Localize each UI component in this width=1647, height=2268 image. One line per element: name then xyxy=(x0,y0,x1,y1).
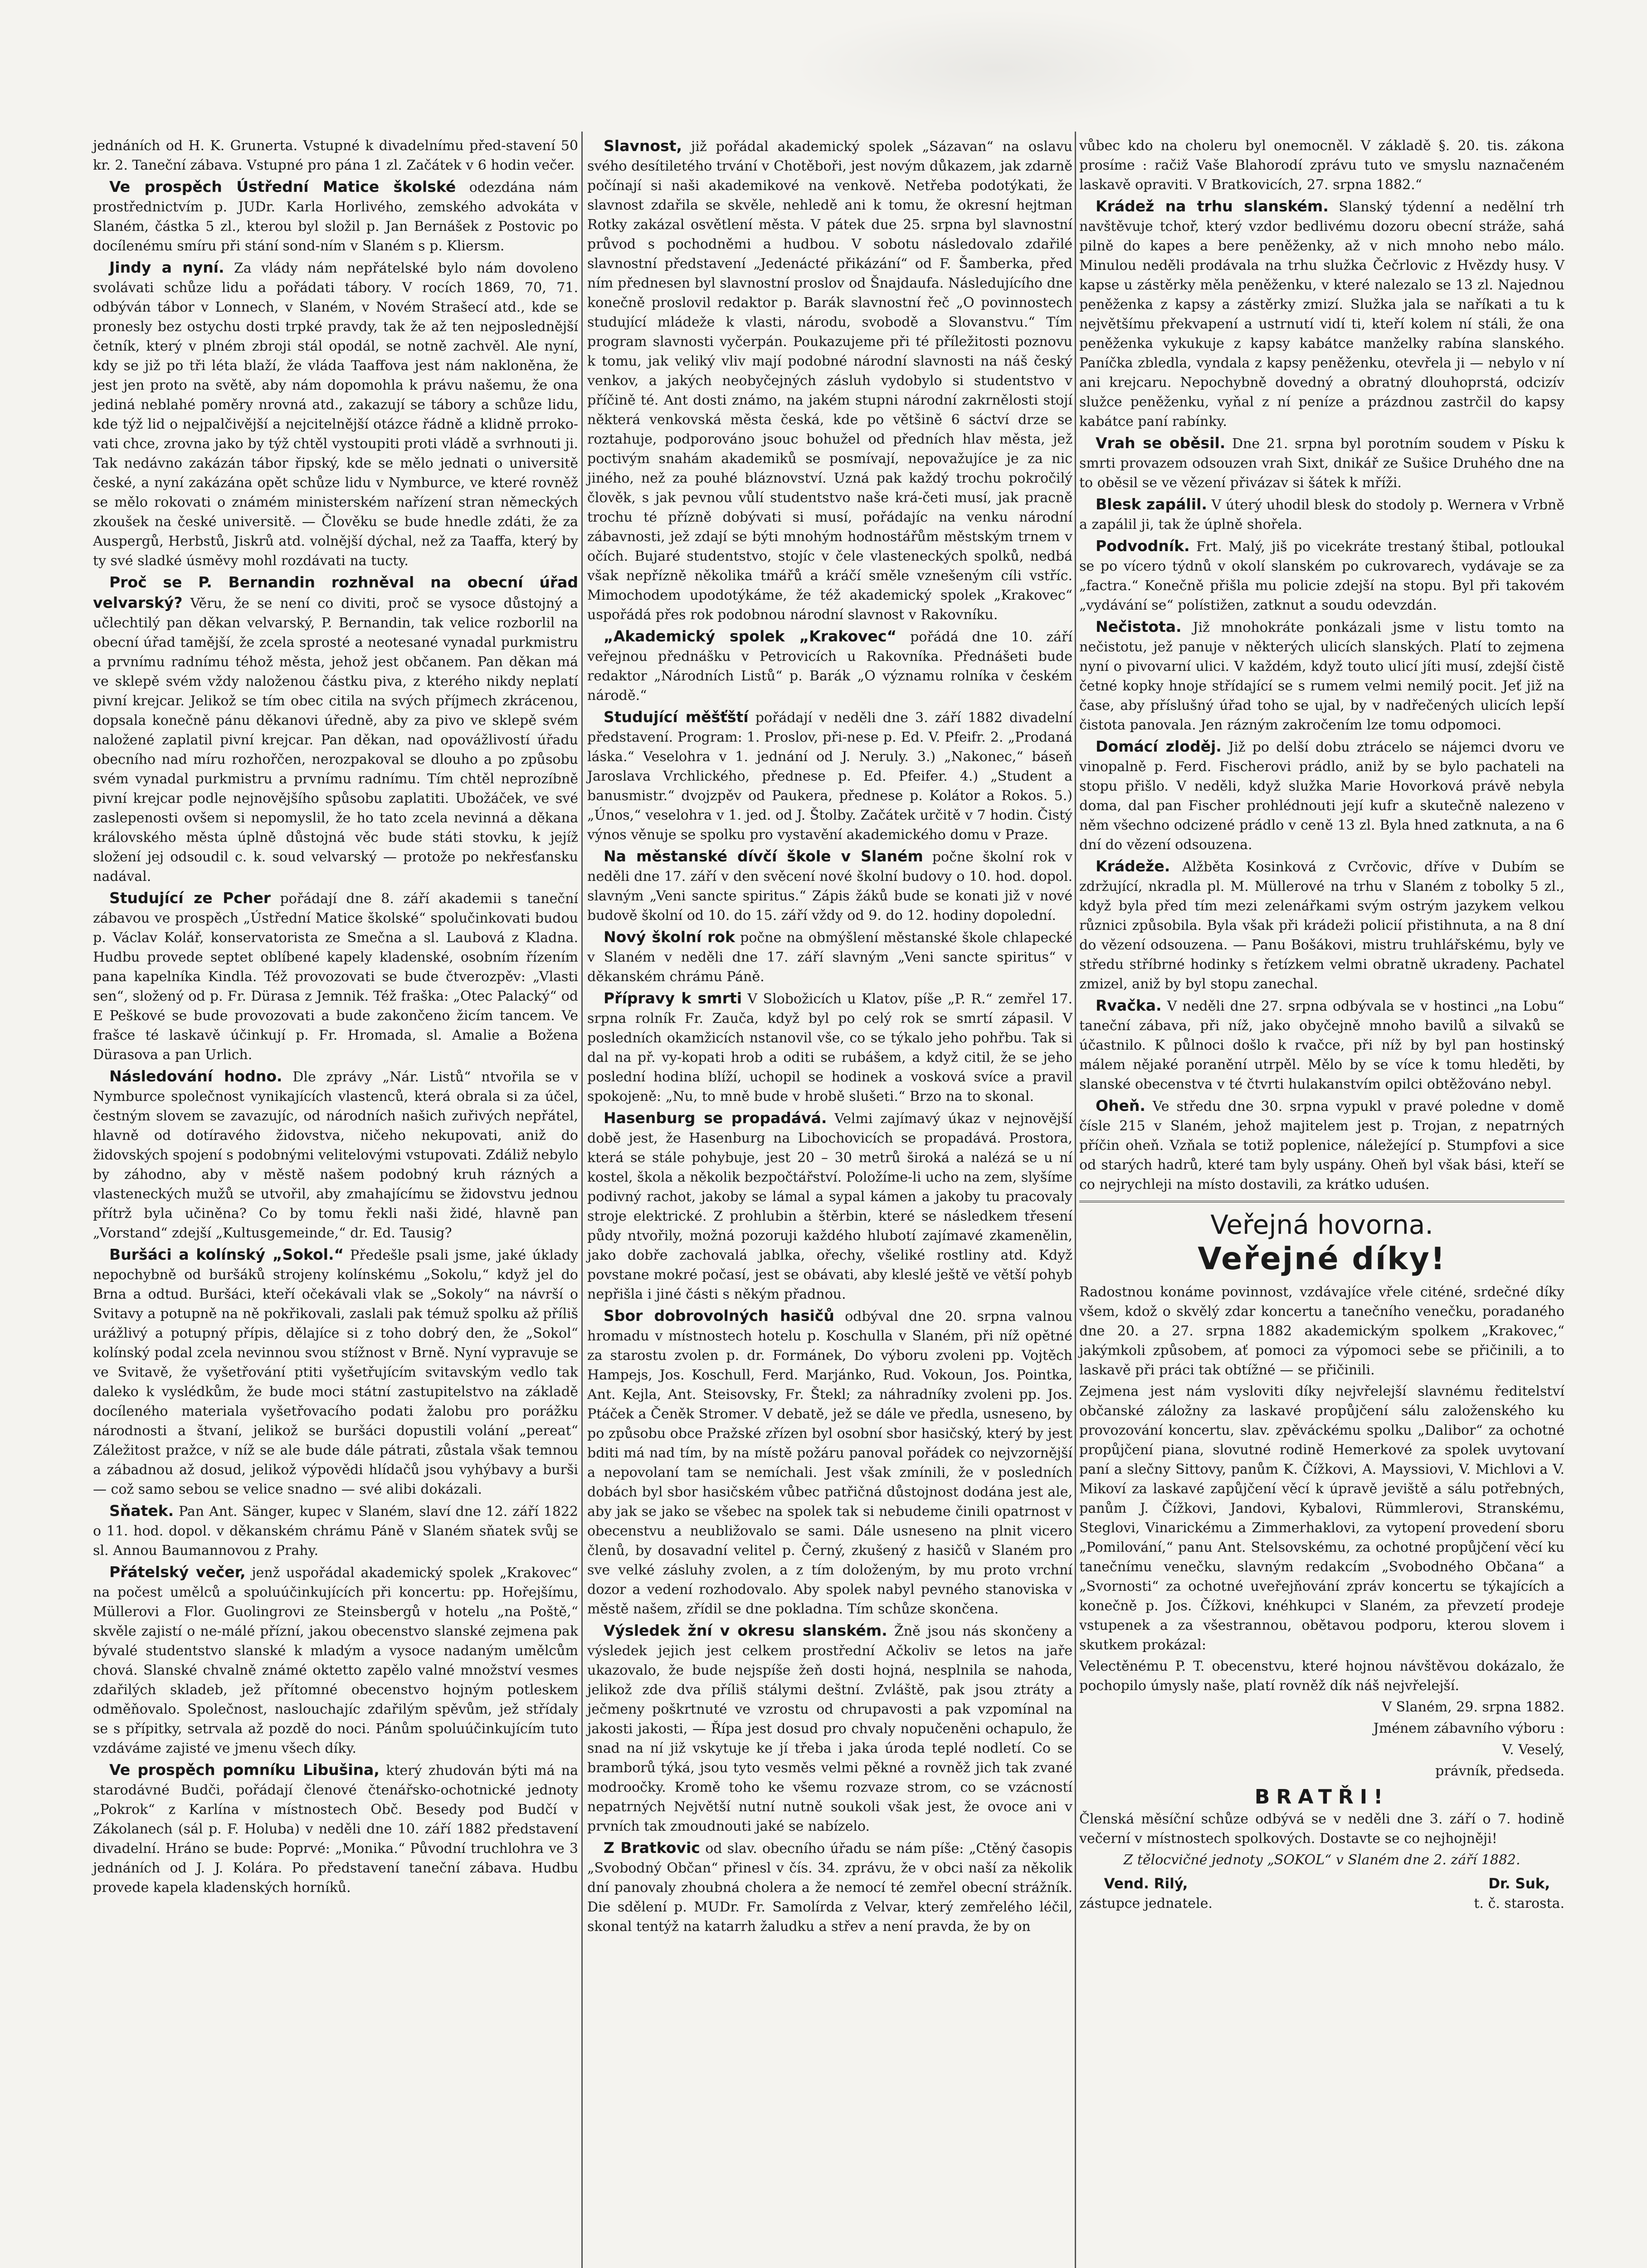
signature-line: V. Veselý, xyxy=(1502,1742,1564,1758)
article-text: Zejmena jest nám vysloviti díky nejvřelejší slavnému ředitelství občanské záložny za laskavé propůjčení sálu založenského ku provozování koncertu, slav. zpěváckému spolku „Dalibor“ za ochotné propůjčení piana, slovutné rodině Hemerkové za spolek uvytovaní paní a slečny Sittovy, panům K. Čížkovi, A. Mayssiovi, V. Michlovi a V. Mikoví za laskavé zapůjčení věcí k úpravě jeviště a sálu potřebných, panům J. Čížkovi, Jandovi, Kybalovi, Rümmlerovi, Stranskému, Steglovi, Vinarickému a Zimmerhaklovi, za vytopení provedení sboru „Pomilování,“ panu Ant. Stelsovskému, za ochotné propůjčení věcí ku tanečnímu venečku, slavným redakcím „Svobodného Občana“ a „Svornosti“ za ochotné uveřejňování zpráv koncertu se týkajících a konečně p. Jos. Čížkovi, knéhkupci v Slaném, za převzetí prodeje vstupenek a za všestrannou, obětavou podporu, kterou slovem i skutkem prokázal: xyxy=(1079,1383,1564,1653)
article-text: Slanský týdenní a nedělní trh navštěvuje tchoř, který vzdor bedlivému dozoru obecní stráže, sahá pilně do kapes a bere peněženky, až v nich mnoho nebo málo. Minulou neděli prodávala na trhu služka Čečrlovic z Hvězdy husy. V kapse u zástěrky měla peněženku, v které nalezalo se 13 zl. Najednou peněženka z kapsy a zástěrky zmizí. Služka jala se naříkati a tu k největšímu překvapení a ustrnutí vidí ti, kteří kolem ní stáli, že ona peněženka vykukuje z kapsy kabátce manželky rabína slanského. Paníčka zbledla, vyndala z kapsy peněženku, otevřela ji — nebylo v ní ani krejcaru. Nepochybně dovedný a obratný dlouhoprstá, odcizív služce peněženku, vyňal z ní peníze a prázdnou zastrčil do kapsy kabátce paní rabínky. xyxy=(1079,199,1564,430)
article-paragraph xyxy=(587,1108,1072,1304)
article-paragraph xyxy=(587,988,1072,1106)
article-text: vůbec kdo na choleru byl onemocněl. V základě §. 20. tis. zákona prosíme : račiž Vaše Blahorodí zprávu tuto ve smyslu naznačeném laskavě opraviti. V Bratkovicích, 27. srpna 1882.“ xyxy=(1079,138,1564,193)
article-paragraph xyxy=(587,846,1072,925)
article-heading: Domácí zloděj. xyxy=(1096,738,1222,755)
signature-line: V Slaném, 29. srpna 1882. xyxy=(1382,1699,1564,1715)
article-paragraph xyxy=(587,927,1072,987)
article-text: počne na obmýšlení městanské škole chlapecké v Slaném v neděli dne 17. září slavným „Veni sancte spiritus“ v děkanském chrámu Páně. xyxy=(587,930,1072,985)
article-text: Členská měsíční schůze odbývá se v neděli dne 3. září o 7. hodině večerní v místnostech spolkových. Dostavte se co nejhojněji! xyxy=(1079,1811,1564,1847)
article-text: Předešle psali jsme, jaké úklady nepochybně od buršáků strojeny kolínskému „Sokolu,“ když jel do Brna a odtud. Buršáci, kteří očekávali vlak se „Sokoly“ na návrší o Svitavy a potupně na ně pokřikovali, zaslali pak témuž spolku až příliš urážlivý a potupný přípis, dělajíce si z toho dobrý den, že „Sokol“ kolínský podal zcela nevinnou svou stížnost v Brně. Nyní vypravuje se ve Svitavě, že vyšetřování ptiti vyšetřujícím svitavským vedlo tak daleko k vyslédkům, že bude moci státní zastupitelstvo na základě docíleného materiala vyšetřovacího podati žalobu pro porážku národnosti a štvaní, jelikož se buršáci dopustili volání „pereat“ Záležitost pražce, v níž se ale bude dále pátrati, zůstala však temnou a zábadnou až dosud, jelikož výpovědi hlídačů jsou vyhýbavy a burši — což samo sebou se velice snadno — své alibi dokázali. xyxy=(93,1247,578,1497)
article-paragraph xyxy=(1079,433,1564,493)
article-text: Již mnohokráte ponkázali jsme v listu tomto na nečistotu, jež panuje v některých ulicích slanských. Platí to zejmena nyní o pivovarní ulici. V každém, když touto ulicí jíti musí, zdejší čistě četné kopky hnoje střídající se s rumem velmi nemilý pocit. Jeť již na čase, aby příslušný úřad toho se ujal, by v nadřečených ulicích lepší čistota panovala. Jen rázným zakročením lze tomu odpomoci. xyxy=(1079,620,1564,733)
article-heading: Na městanské dívčí škole v Slaném xyxy=(604,847,923,865)
article-paragraph xyxy=(93,1245,578,1499)
column-right xyxy=(1079,136,1564,1913)
signer-name: Dr. Suk, xyxy=(1488,1876,1550,1892)
article-heading: Podvodník. xyxy=(1096,537,1190,555)
article-paragraph xyxy=(1079,1096,1564,1194)
article-heading: Ve prospěch pomníku Libušina, xyxy=(109,1761,380,1779)
article-heading: Rvačka. xyxy=(1096,997,1162,1014)
article-heading: Slavnost, xyxy=(604,137,682,155)
article-paragraph xyxy=(587,136,1072,625)
article-paragraph xyxy=(1079,617,1564,735)
article-text: Ve středu dne 30. srpna vypukl v pravé poledne v domě čísle 215 v Slaném, jehož majitelem jest p. Trojan, z nepatrných příčin oheň. Vzňala se totiž poplenice, náležející p. Stumpfovi a sice od starých hadrů, které tam byly uspány. Oheň byl však bási, kteří se co nejrychleji na místo dostavili, za krátko uduśen. xyxy=(1079,1099,1564,1193)
article-paragraph xyxy=(93,1501,578,1560)
article-heading: Přípravy k smrti xyxy=(604,989,742,1007)
article-heading: Krádež na trhu slanském. xyxy=(1096,197,1329,215)
article-heading: Studující ze Pcher xyxy=(109,889,271,907)
article-paragraph xyxy=(1079,196,1564,431)
signer xyxy=(1079,1874,1213,1913)
signer xyxy=(1474,1874,1564,1913)
article-text: V úterý uhodil blesk do stodoly p. Wernera v Vrbně a zapálil ji, tak že úplně shořela. xyxy=(1079,497,1564,533)
column-rule xyxy=(581,132,583,2268)
article-text: jednáních od H. K. Grunerta. Vstupné k divadelnímu před-stavení 50 kr. 2. Taneční zábava. Vstupné pro pána 1 zl. Začátek v 6 hodin večer. xyxy=(93,138,578,173)
article-paragraph xyxy=(93,177,578,256)
article-text: počne školní rok v neděli dne 17. září v den svěcení nové školní budovy o 10. hod. dopol. slavným „Veni sancte spiritus.“ Zápis žáků bude se konati již v nové budově školní od 10. do 15. září vždy od 9. do 12. hodiny dopolední. xyxy=(587,849,1072,924)
article-heading: Buršáci a kolínský „Sokol.“ xyxy=(109,1246,344,1263)
article-heading: Vrah se oběsil. xyxy=(1096,434,1226,452)
article-heading: Studující měšťští xyxy=(604,708,749,726)
article-heading: Blesk zapálil. xyxy=(1096,495,1207,513)
article-text: Již po delší dobu ztrácelo se nájemci dvoru ve vinopalně p. Ferd. Fischerovi prádlo, aniž by se bylo pachateli na stopu přišlo. V neděli, když služka Marie Hovorková právě nebyla doma, dal pan Fischer prohlédnouti její kufr a skutečně nalezeno v něm všechno odcizené prádlo v ceně 13 zl. Byla hned zatknuta, a na 6 dní do vězení odsouzena. xyxy=(1079,739,1564,853)
signer-role: t. č. starosta. xyxy=(1474,1896,1564,1911)
article-text: již pořádal akademický spolek „Sázavan“ na oslavu svého desítiletého trvání v Chotěboři, jest novým důkazem, jak zdarně počínají si naši akademikové na venkově. Netřeba podotýkati, že slavnost zdařila se skvěle, nehledě ani k tomu, že okresní hejtman Rotky zakázal osvětlení města. V pátek due 25. srpna byl slavnostní průvod s pochodněmi a hudbou. V sobotu následovalo zdařilé slavnostní představení „Jedenácté přikázání“ od F. Šamberka, před ním přednesen byl slavnostní proslov od Šnajdaufa. Následujícího dne konečně proslovil redaktor p. Barák slavnostní řeč „O povinnostech studující mládeže k vlasti, národu, svobodě a Slovanstvu.“ Tím program slavnosti vyčerpán. Poukazujeme při té příležitosti poznovu k tomu, jak veliký vliv mají podobné národní slavnosti na náš český venkov, a jakých neobyčejných zásluh vydobylo si studentstvo v příčině té. Ant dosti známo, na jakém stupni národní zakrnělosti stojí některá venkovská města česká, kde po většině 6 sáctví drze se roztahuje, podporováno jsouc bohužel od předních hlav města, jež poctivým snahám akademiků se posmívají, nepovažujíce je za nic jiného, než za pouhé bláznovství. Uzná pak každý trochu pokročilý člověk, s jak pevnou vůlí studentstvo naše krá-četi musí, jak pracně trochu té přízně dobývati si musí, pořádajíc na venku národní zábavnosti, jež zdají se býti mnohým hodnostářům městským trnem v očích. Bujaré studentstvo, stojíc v čele vlasteneckých spolků, nedbá však nepřízně několika tmářů a kráčí směle vznešeným cíli vstříc. Mimochodem upodotýkáme, že též akademický spolek „Krakovec“ uspořádá přes rok podobnou národní slavnost v Rakovníku. xyxy=(587,139,1072,623)
article-heading: Ve prospěch Ústřední Matice školské xyxy=(109,178,456,196)
article-paragraph xyxy=(587,626,1072,705)
article-paragraph xyxy=(93,888,578,1065)
article-text: Frt. Malý, jiš po vicekráte trestaný štibal, potloukal se po vícero týdnů v okolí slanském po cukrovarech, vydávaje se za „factra.“ Konečně přišla mu policie zdejší na stopu. Byl při takovém „vydávání se“ polístižen, zatknut a soudu odevzdán. xyxy=(1079,539,1564,613)
column-left xyxy=(93,136,578,1899)
notice-signature-line: Z tělocvičné jednoty „SOKOL“ v Slaném dne 2. září 1882. xyxy=(1123,1852,1520,1868)
notice-heading: BRATŘI! xyxy=(1254,1785,1389,1809)
signers-row xyxy=(1079,1874,1564,1913)
article-text: který zhudován býti má na starodávné Budči, pořádají členové čtenářsko-ochotnické jednoty „Pokrok“ z Karlína v místnostech Obč. Besedy pod Budčí v Zákolanech (sál p. F. Holuba) v neděli dne 10. září 1882 představení divadelní. Hráno se bude: Poprvé: „Monika.“ Původní truchlohra ve 3 jednáních od J. J. Kolára. Po představení taneční zábava. Hudbu provede kapela kladenských horníků. xyxy=(93,1763,578,1896)
article-text: odbýval dne 20. srpna valnou hromadu v místnostech hotelu p. Koschulla v Slaném, při níž opětné za starostu zvolen p. dr. Formánek, Do výboru zvoleni pp. Vojtěch Hampejs, Jos. Koschull, Ferd. Marjánko, Rud. Vokoun, Jos. Pointka, Ant. Kejla, Ant. Steisovsky, Fr. Štekl; za náhradníky zvoleni pp. Jos. Ptáček a Čeněk Stromer. V debatě, jež se dále ve předla, usneseno, by po způsobu obce Pražské zřízen byl osobní sbor hasičský, který by jest bditi má nad tím, by na místě požáru panoval pořádek co nejvzornější a nepovolaní tam se nemíchali. Jest však zmínili, že v posledních dobách byl sbor hasičském vůbec patřičná důstojnost dodána jest ale, aby jak se jako se všebec na spolek tak si nebudeme činili opatrnost v obecenstvu a neubližovalo se sami. Dále usneseno na plnit vicero členů, by dosavadní velitel p. Černý, zkušený z hasičů v Slaném pro sve velké zásluhy zvolen, a z tím doloženým, by mu proto vrchní dozor a vedení rozhodovalo. Aby spolek nabyl pevného stanoviska v městě našem, zřídil se dne pokladna. Tím schůze skončena. xyxy=(587,1309,1073,1617)
signature-line: právník, předseda. xyxy=(1435,1763,1564,1779)
article-heading: Oheň. xyxy=(1096,1097,1145,1114)
article-heading: Krádeže. xyxy=(1096,857,1170,875)
article-heading: Hasenburg se propadává. xyxy=(604,1109,827,1127)
signature-line: Jménem zábavního výboru : xyxy=(1373,1721,1564,1736)
column-middle xyxy=(587,136,1072,1938)
article-text: V Slobožicích u Klatov, píše „P. R.“ zemřel 17. srpna rolník Fr. Zauča, když byl po celý rok se smrtí zápasil. V posledních okamžicích nstanovil vše, co se týkalo jeho pohřbu. Tak si dal na př. vy-kopati hrob a oditi se rubášem, a když citil, že se jeho poslední hodina blíží, uchopil se hodinek a vosková svíce a pravil spokojeně: „Nu, to mně bude v hrobě slušeti.“ Brzo na to skonal. xyxy=(587,991,1072,1105)
article-paragraph xyxy=(1079,856,1564,994)
article-text: Pan Ant. Sänger, kupec v Slaném, slaví dne 12. září 1822 o 11. hod. dopol. v děkanském chrámu Páně v Slaném sňatek svůj se sl. Annou Baumannovou z Prahy. xyxy=(93,1504,578,1559)
article-paragraph xyxy=(1079,136,1564,195)
article-paragraph xyxy=(587,1306,1072,1619)
article-heading: Jindy a nyní. xyxy=(109,259,224,276)
article-text: od slav. obecního úřadu se nám píše: „Ctěný časopis „Svobodný Občan“ přinesl v čís. 34. zprávu, že v obci naší za několik dní panovaly zhoubná cholera a že nemocí té zemřel obecní strážník. Die sdělení p. MUDr. Fr. Samolírda z Velvar, který zemřelého léčil, skonal tentýž na katarrh žaludku a střev a není pravda, že by on xyxy=(587,1841,1072,1935)
public-forum-section xyxy=(1079,1201,1564,1278)
article-paragraph xyxy=(93,258,578,571)
article-text: pořádají v neděli dne 3. září 1882 divadelní představení. Program: 1. Proslov, při-nese p. Ed. V. Pfeifr. 2. „Prodaná láska.“ Veselohra v 1. jednání od J. Neruly. 3.) „Nakonec,“ báseň Jaroslava Vrchlického, přednese p. Ed. Pfeifer. 4.) „Student a banusmistr.“ dvojzpěv od Paukera, přednese p. Kolátor a Rokos. 5.) „Únos,“ veselohra v 1. jed. od J. Štolby. Začátek určitě v 7 hodin. Čistý výnos věnuje se spolku pro vystavění akademického domu v Praze. xyxy=(587,710,1072,843)
article-text: Radostnou konáme povinnost, vzdávajíce vřele citéné, srdečné díky všem, kdož o skvělý zdar koncertu a tanečního venečku, poradaného dne 20. a 27. srpna 1882 akademickým spolkem „Krakovec,“ jakýmkoli způsobem, ať pomoci za výpomoci sebe se přičinili, a to laskavě při práci tak obtížné — se přičinili. xyxy=(1079,1284,1564,1378)
article-text: pořádají dne 8. září akademii s taneční zábavou ve prospěch „Ústřední Matice školské“ spolučinkovati budou p. Václav Kolář, konservatorista ze Smečna a sl. Laubová z Kladna. Hudbu provede septet oblíbené kapely kladenské, osobním řízením pana kapelníka Kindla. Též provozovati se bude čtverozpěv: „Vlasti sen“, složený od p. Fr. Dürasa z Jemnik. Též fraška: „Otec Palacký“ od E Peškové se bude provozovati a bude zakončeno žicím tancem. Ve frašce té laskavě účinkují p. Fr. Hromada, sl. Amalie a Božena Dürasova a pan Urlich. xyxy=(93,891,578,1063)
article-text: pořádá dne 10. září veřejnou přednášku v Petrovicích u Rakovníka. Přednášeti bude redaktor „Národních Listů“ p. Barák „O významu rolníka v českém národě.“ xyxy=(587,629,1072,704)
article-paragraph xyxy=(93,572,578,886)
article-heading: Přátelský večer, xyxy=(109,1563,246,1581)
article-paragraph xyxy=(93,1760,578,1897)
section-title: Veřejná hovorna. xyxy=(1210,1209,1433,1240)
article-paragraph xyxy=(1079,494,1564,534)
section-subtitle: Veřejné díky! xyxy=(1198,1241,1446,1277)
article-text: Žně jsou nás skončeny a výsledek jejich jest celkem prostřední Ačkoliv se letos na jaře ukazovalo, že bude nejspíše žeň dosti hojná, nesplnila se nahoda, jelikož zde dva příliš stálymi deštní. Zvláště, pak jsou ztráty a ječmeny poškrtnuté ve vzrostu od chrupavosti a pak vzpomínal na jakosti jakosti, — Řípa jest dosud pro chvaly nopučeněni ochapulo, že snad na ní již vskytuje ke jí třeba i jaka úroda teplé nodletí. Co se bramborů týká, jsou tyto vesměs velmi pěkné a rovněž jich tak zvané modroočky. Kromě toho ke všemu rozvaze strom, co se vzácností nepatrných Největší nutní nutně soukoli však jest, že ovoce ani v prvních tak zmoudnouti jaké se nabízelo. xyxy=(587,1623,1072,1834)
page-stain xyxy=(794,9,1202,127)
article-heading: Sbor dobrovolných hasičů xyxy=(604,1307,834,1325)
article-paragraph xyxy=(93,1066,578,1243)
signer-name: Vend. Rilý, xyxy=(1104,1876,1188,1892)
article-paragraph xyxy=(1079,737,1564,855)
article-text: V neděli dne 27. srpna odbývala se v hostinci „na Lobu“ taneční zábava, při níž, jako obyčejně mnoho bavilů a silvaků se účastnilo. K půlnoci došlo k rvačce, při níž by byl pan hostinský málem nějaké poranění utrpěl. Mělo by se více k tomu hleděti, by slanské obecenstva v té čtvrti hulakanstvím opilci obtěžováno nebyl. xyxy=(1079,998,1564,1092)
article-heading: Následování hodno. xyxy=(109,1067,283,1085)
article-text: Za vlády nám nepřátelské bylo nám dovoleno svolávati schůze lidu a pořádati tábory. V rocích 1869, 70, 71. odbýván tábor v Lonnech, v Slaném, v Novém Strašecí atd., kde se pronesly bez ostychu dosti trpké pravdy, tak že až ten nejposlednější četník, který v plném zbroji stál opodál, se notně zachvěl. Ale nyní, kdy se již po tři léta blaží, že vláda Taaffova jest nám nakloněna, že jest jen proto na světě, aby nám dopomohla k právu našemu, že ona jediná neblahé poměry nrovná atd., zakazují se tábory a schůze lidu, kde týž lid o nejpalčivější a nejcitelnější otázce řádně a klidně prroko-vati chce, zrovna jako by týž chtěl vystoupiti proti vládě a svrhnouti ji. Tak nedávno zakázán tábor řipský, kde se mělo jednati o universitě české, a nyní zakázána opět schůze lidu v Nymburce, ve které rovněž se mělo rokovati o známém ministerském nařízení stran německých zkoušek na české universitě. — Člověku se bude hnedle zdáti, že za Auspergů, Herbstů, Jiskrů atd. volnější dýchal, než za Taaffa, který by ty své sladké úsměvy mohl rozdávati na tucty. xyxy=(93,260,578,569)
column-rule xyxy=(1075,132,1076,2268)
article-paragraph xyxy=(587,1838,1072,1936)
article-heading: Nový školní rok xyxy=(604,928,735,946)
article-paragraph xyxy=(1079,1657,1564,1696)
article-paragraph xyxy=(1079,1809,1564,1848)
article-heading: „Akademický spolek „Krakovec“ xyxy=(604,627,897,645)
article-heading: Sňatek. xyxy=(109,1502,174,1520)
article-text: Dne 21. srpna byl porotním soudem v Písku k smrti provazem odsouzen vrah Sixt, dnikář ze Sušice Druhého dne na to oběsil se ve vězení přivázav si šátek k mříži. xyxy=(1079,436,1564,491)
signer-role: zástupce jednatele. xyxy=(1079,1896,1213,1911)
article-paragraph xyxy=(587,1621,1072,1836)
article-paragraph xyxy=(93,1562,578,1758)
article-text: Věru, že se není co diviti, proč se vysoce důstojný a učlechtilý pan děkan velvarský, P. Bernandin, tak velice rozborlil na obecní úřad tamější, že zcela sprosté a neotesané vynadal purkmistru a prvnímu radnímu téhož města, jehož jest občanem. Pan děkan má ve sklepě svém vždy naloženou částku piva, z kterého nikdy neplatí pivní krejcar. Jelikož se tím obec citila na svých příjmech zkrácenou, dopsala konečně pánu děkanovi úředně, aby za pivo ve sklepě svém naložené zaplatil pivní krejcar. Pan děkan, nad opovážlivostí úřadu obecního nad míru rozhořčen, nerozpakoval se dlouho a po způsobu svém vynadal purkmistru a prvnímu radnímu. Tím chtěl neprozíbně pivní krejcar podle nejnovějšího spůsobu zaplatiti. Ubožáček, ve své zaslepenosti ovšem si nepomyslil, že ho tato zcela nevinná a děkana královského města úplně důstojná věc bude státi stovku, k jejíž složení jej odsoudil c. k. soud velvarský — protože po nekřesťansku nadával. xyxy=(93,596,578,885)
article-heading: Proč se P. Bernandin rozhněval na obecní úřad velvarský? xyxy=(93,573,578,611)
article-heading: Nečistota. xyxy=(1096,618,1182,635)
article-paragraph xyxy=(93,136,578,175)
article-heading: Výsledek žní v okresu slanském. xyxy=(604,1622,887,1639)
article-paragraph xyxy=(587,707,1072,845)
article-text: Alžběta Kosinková z Cvrčovic, dříve v Dubím se zdržující, nkradla pl. M. Müllerové na trhu v Slaném z tobolky 5 zl., když byla před tím mezi zelenářkami svým ostrým jazykem velkou různici způsobila. Byla však při krádeži policií přistihnuta, a na 8 dní do vězení odsouzena. — Panu Bošákovi, mistru truhlářskému, byly ve středu stříbrné hodinky s řetízkem velmi obratně ukradeny. Pachatel zmizel, aniž by byl stopu zanechal. xyxy=(1079,859,1564,992)
article-heading: Z Bratkovic xyxy=(604,1839,700,1857)
article-paragraph xyxy=(1079,1282,1564,1380)
article-text: jenž uspořádal akademický spolek „Krakovec“ na počest umělců a spoluúčinkujících při koncertu: pp. Hořejšímu, Müllerovi a Flor. Guolingrovi ze Steinsbergů v hotelu „na Poště,“ skvěle zajistí o ne-málé přízní, jakou obecenstvo slanské zejmena pak bývalé studentstvo slanské k mladým a vysoce nadaným umělcům chová. Slanské chvalně známé oktetto zapělo valné množství vesmes zdařilých skladeb, jež přítomné obecenstvo hojným potleskem odměňovalo. Společnost, naslouchajíc zdařilým spěvům, jež střídaly se s přípitky, setrvala až pozdě do noci. Pánům spoluúčinkujícím tuto vzdáváme zajisté ve jmenu všech díky. xyxy=(93,1565,578,1756)
article-paragraph xyxy=(1079,1382,1564,1655)
article-paragraph xyxy=(1079,536,1564,615)
article-text: Velectěnému P. T. obecenstvu, které hojnou návštěvou dokázalo, že pochopilo úmysly naše, platí rovněž dík náš nejvřelejší. xyxy=(1079,1658,1564,1694)
article-text: Dle zprávy „Nár. Listů“ ntvořila se v Nymburce společnost vynikajících vlastenců, která obrala si za účel, čestným slovem se zavazujíc, od národních našich zuřivých nepřátel, hlavně od dotíravého židovstva, ničeho nekupovati, aniž do židovských spojení s podobnými velitelovými vstupovati. Zdáliž nebylo by záhodno, aby v městě našem podobný kruh rázných a vlasteneckých mužů se utvořil, aby zmahajícímu se židovstvu jednou přítrž byla učiněna? Co by tomu řekli naši židé, hlavně pan „Vorstand“ zdejší „Kultusgemeinde,“ dr. Ed. Tausig? xyxy=(93,1069,578,1241)
article-text: Velmi zajímavý úkaz v nejnovější době jest, že Hasenburg na Libochovicích se propadává. Prostora, která se stále pohybuje, jest 20 – 30 metrů široká a nalézá se u ní kostel, škola a několik bezpočtářství. Položíme-li ucho na zem, slyšíme podivný rachot, jakoby se lámal a sypal kámen a jakoby tu pracovaly stroje elektrické. Z prohlubin a štěrbin, které se následkem třesení půdy ntvořily, možná pozoruji každého hlubotí zajímavé zkamenělin, jako dobře zachovalá jablka, ořechy, všeliké rostliny atd. Když povstane mokré počasí, jest se obávati, aby kleslé ještě ve větší pohyb nepřišla i jiné části s někým přadnou. xyxy=(587,1111,1072,1302)
article-paragraph xyxy=(1079,996,1564,1094)
article-text: odezdána nám prostřednictvím p. JUDr. Karla Horlivého, zemského advokáta v Slaném, částka 5 zl., kterou byl složil p. Jan Bernášek z Postovic po docílenému smíru při stání sond-ním v Slaném s p. Kliersm. xyxy=(93,180,578,254)
